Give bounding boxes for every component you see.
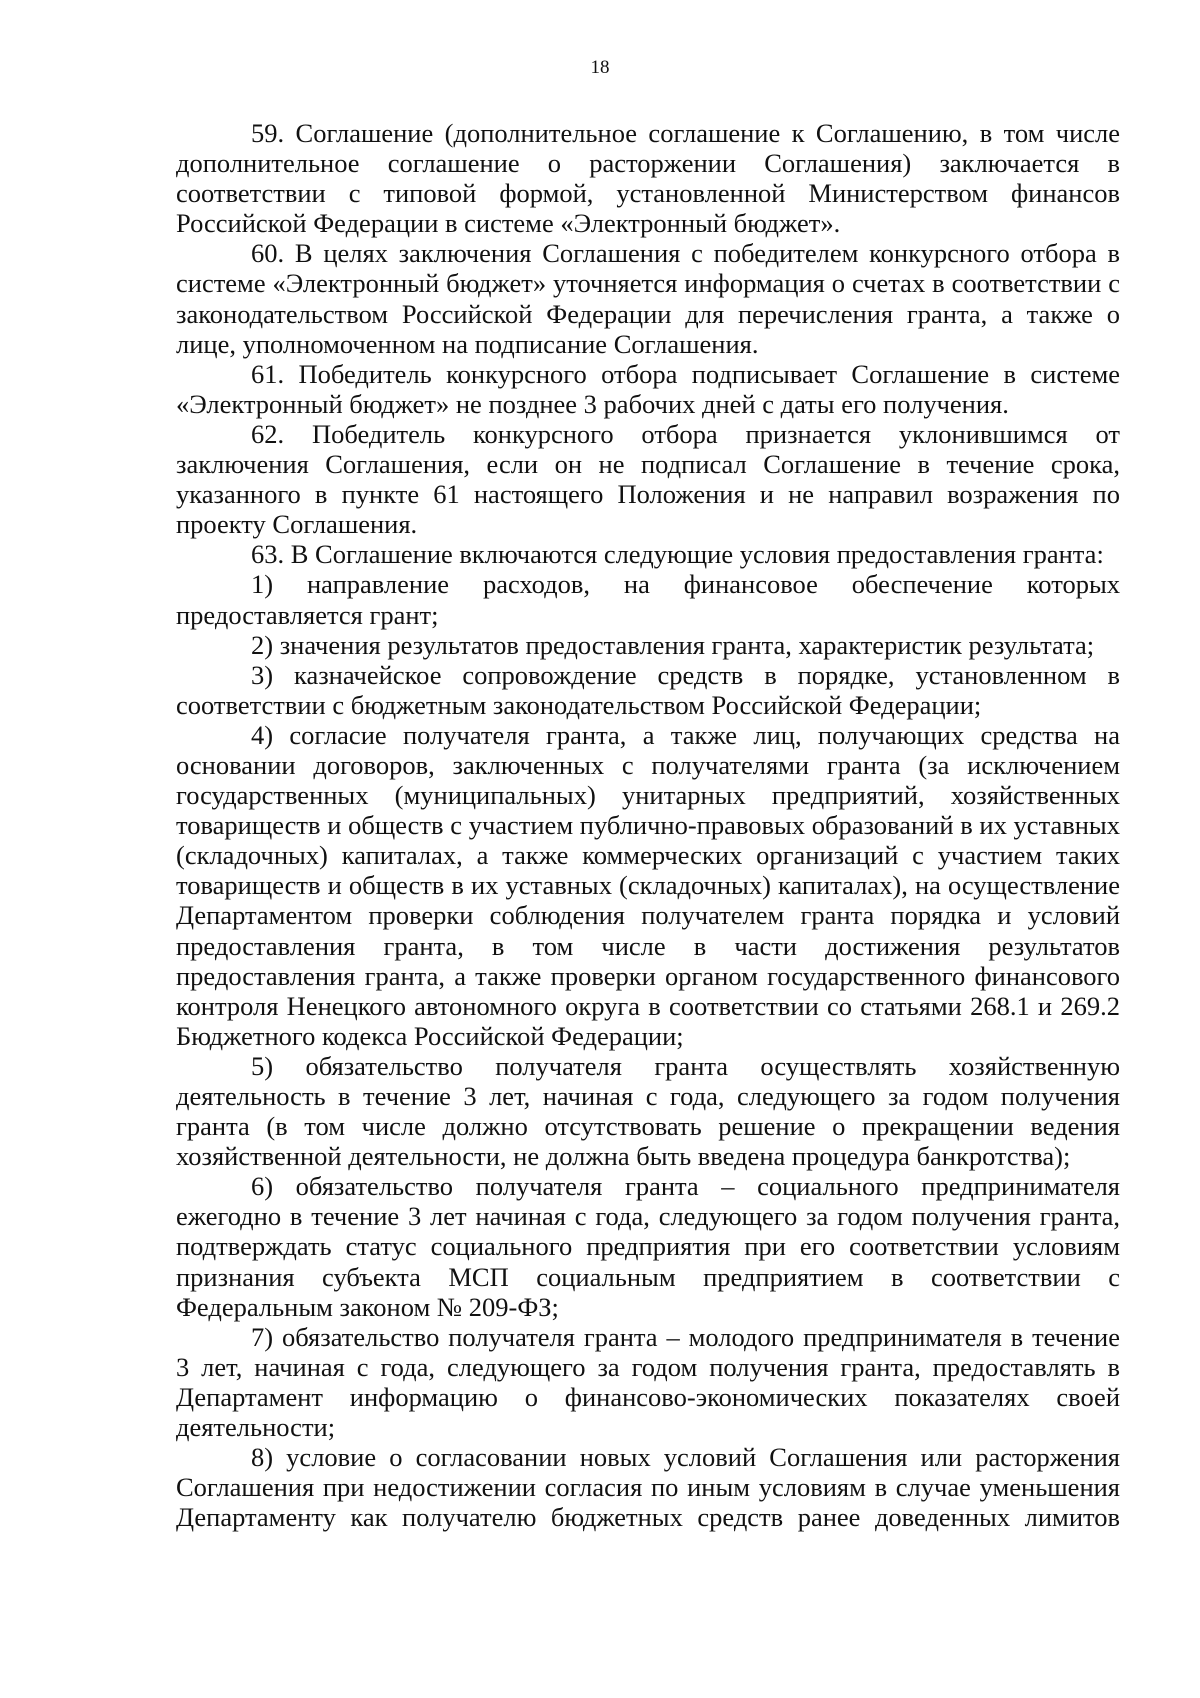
- paragraph-63: 63. В Соглашение включаются следующие условия предоставления гранта:: [251, 539, 1104, 570]
- list-item-3: 3) казначейское сопровождение средств в порядке, установленном в соответствии с бюджетным законодательством Российской Федерации;: [176, 659, 1120, 720]
- list-item-7: 7) обязательство получателя гранта – молодого предпринимателя в течение 3 лет, начиная с года, следующего за годом получения гранта, предоставлять в Департамент информацию о финансово-экономических показателях своей деятельности;: [176, 1321, 1120, 1443]
- paragraph-61: 61. Победитель конкурсного отбора подписывает Соглашение в системе «Электронный бюджет» не позднее 3 рабочих дней с даты его получения.: [176, 358, 1120, 419]
- paragraph-59: 59. Соглашение (дополнительное соглашение к Соглашению, в том числе дополнительное соглашение о расторжении Соглашения) заключается в соответствии с типовой формой, установленной Министерством финансов Российской Федерации в системе «Электронный бюджет».: [176, 118, 1120, 239]
- paragraph-62: 62. Победитель конкурсного отбора признается уклонившимся от заключения Соглашения, если он не подписал Соглашение в течение срока, указанного в пункте 61 настоящего Положения и не направил возражения по проекту Соглашения.: [176, 418, 1120, 540]
- document-body: [176, 118, 1120, 1532]
- list-item-6: 6) обязательство получателя гранта – социального предпринимателя ежегодно в течение 3 лет начиная с года, следующего за годом получения гранта, подтверждать статус социального предприятия при его соответствии условиям признания субъекта МСП социальным предприятием в соответствии с Федеральным законом № 209-ФЗ;: [176, 1171, 1120, 1322]
- list-item-8: 8) условие о согласовании новых условий Соглашения или расторжения Соглашения при недостижении согласия по иным условиям в случае уменьшения Департаменту как получателю бюджетных средств ранее доведенных лимитов: [176, 1442, 1120, 1533]
- list-item-4: 4) согласие получателя гранта, а также лиц, получающих средства на основании договоров, заключенных с получателями гранта (за исключением государственных (муниципальных) унитарных предприятий, хозяйственных товариществ и обществ с участием публично-правовых образований в их уставных (складочных) капиталах, а также коммерческих организаций с участием таких товариществ и обществ в их уставных (складочных) капиталах), на осуществление Департаментом проверки соблюдения получателем гранта порядка и условий предоставления гранта, в том числе в части достижения результатов предоставления гранта, а также проверки органом государственного финансового контроля Ненецкого автономного округа в соответствии со статьями 268.1 и 269.2 Бюджетного кодекса Российской Федерации;: [176, 719, 1120, 1051]
- page-number: 18: [590, 57, 610, 78]
- paragraph-60: 60. В целях заключения Соглашения с победителем конкурсного отбора в системе «Электронный бюджет» уточняется информация о счетах в соответствии с законодательством Российской Федерации для перечисления гранта, а также о лице, уполномоченном на подписание Соглашения.: [176, 238, 1120, 359]
- list-item-1: 1) направление расходов, на финансовое обеспечение которых предоставляется грант;: [176, 569, 1120, 630]
- list-item-5: 5) обязательство получателя гранта осуществлять хозяйственную деятельность в течение 3 лет, начиная с года, следующего за годом получения гранта (в том числе должно отсутствовать решение о прекращении ведения хозяйственной деятельности, не должна быть введена процедура банкротства);: [176, 1050, 1120, 1172]
- list-item-2: 2) значения результатов предоставления гранта, характеристик результата;: [251, 629, 1095, 660]
